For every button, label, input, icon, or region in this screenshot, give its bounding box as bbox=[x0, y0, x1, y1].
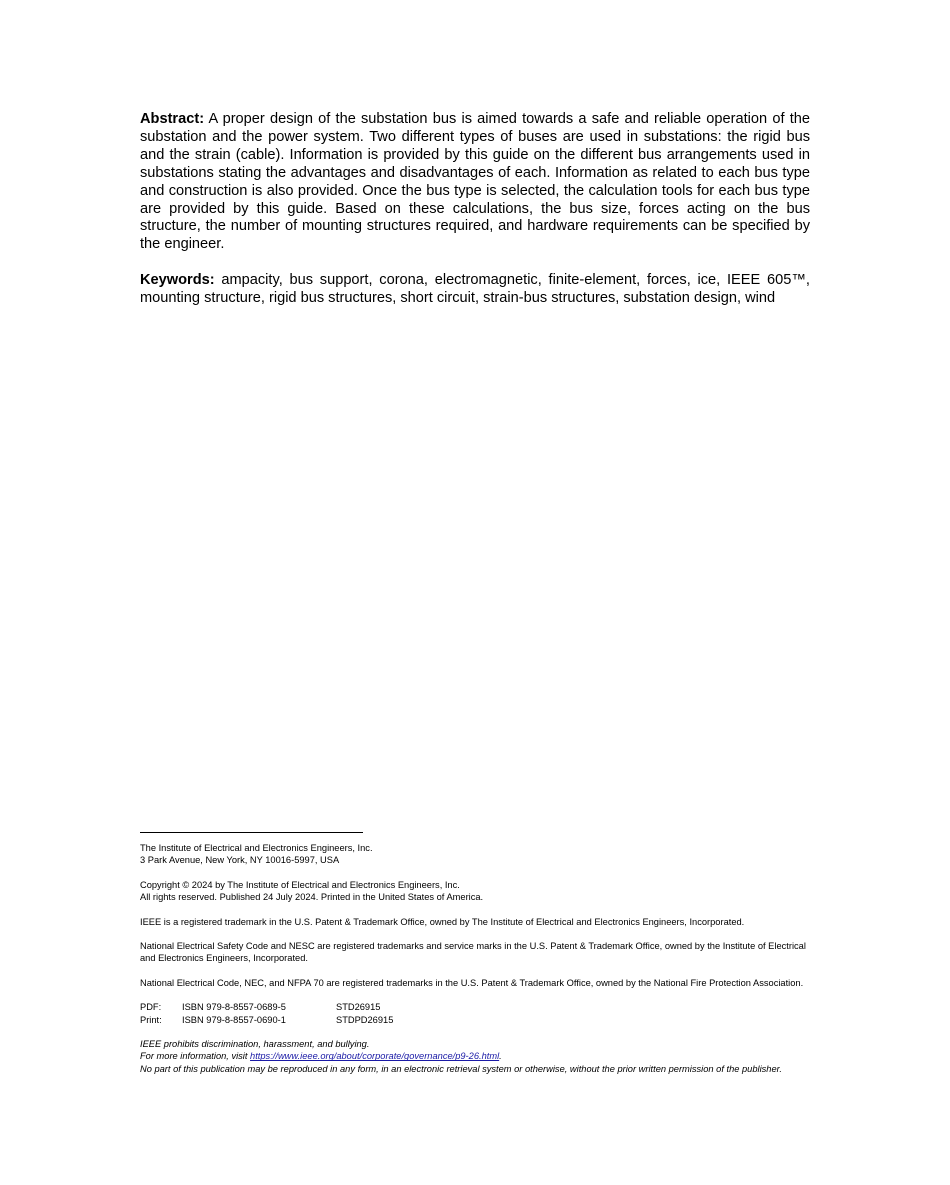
policy-info-line bbox=[140, 1050, 812, 1062]
abstract-label: Abstract: bbox=[140, 111, 205, 127]
trademark-nec: National Electrical Code, NEC, and NFPA 70 are registered trademarks in the U.S. Patent & Trademark Office, owned by the National Fire Protection Association. bbox=[140, 977, 804, 988]
isbn-format: PDF: bbox=[140, 1002, 162, 1013]
isbn-table bbox=[140, 1001, 812, 1026]
front-matter-body bbox=[140, 111, 810, 308]
reproduction-notice: No part of this publication may be reproduced in any form, in an electronic retrieval system or otherwise, without the prior written permission of the publisher. bbox=[140, 1063, 782, 1074]
copyright-line: All rights reserved. Published 24 July 2024. Printed in the United States of America. bbox=[140, 892, 484, 903]
isbn-format: Print: bbox=[140, 1014, 162, 1025]
keywords-text: ampacity, bus support, corona, electromagnetic, finite-element, forces, ice, IEEE 605™, mounting structure, rigid bus structures, short circuit, strain-bus structures, substation design, wind bbox=[140, 272, 810, 307]
policy-link[interactable]: https://www.ieee.org/about/corporate/governance/p9-26.html bbox=[250, 1051, 500, 1062]
policy-line: IEEE prohibits discrimination, harassment, and bullying. bbox=[140, 1039, 370, 1050]
keywords-paragraph bbox=[140, 272, 810, 308]
footnote-divider bbox=[140, 832, 363, 833]
isbn-row bbox=[140, 1001, 812, 1013]
isbn-number: ISBN 979-8-8557-0690-1 bbox=[182, 1014, 286, 1025]
copyright-line: Copyright © 2024 by The Institute of Electrical and Electronics Engineers, Inc. bbox=[140, 879, 460, 890]
isbn-row bbox=[140, 1014, 812, 1026]
publisher-address bbox=[140, 842, 812, 867]
keywords-label: Keywords: bbox=[140, 272, 215, 289]
isbn-code: STDPD26915 bbox=[336, 1014, 394, 1025]
address-line: The Institute of Electrical and Electronics Engineers, Inc. bbox=[140, 843, 373, 853]
policy-notice bbox=[140, 1038, 812, 1075]
abstract-paragraph bbox=[140, 111, 810, 254]
abstract-text: A proper design of the substation bus is aimed towards a safe and reliable operation of the substation and the power system. Two different types of buses are used in substations: the rigid bus and the strain (cable). Information is provided by this guide on the different bus arrangements used in substations stating the advantages and disadvantages of each. Information as related to each bus type and construction is also provided. Once the bus type is selected, the calculation tools for each bus type are provided by this guide. Based on these calculations, the bus size, forces acting on the bus structure, the number of mounting structures required, and hardware requirements can be specified by the engineer. bbox=[140, 111, 810, 253]
trademark-nesc: National Electrical Safety Code and NESC are registered trademarks and service marks in the U.S. Patent & Trademark Office, owned by the Institute of Electrical and Electronics Engineers, Incorporated. bbox=[140, 941, 806, 964]
policy-suffix: . bbox=[499, 1051, 502, 1062]
footer-notes bbox=[140, 832, 812, 1087]
trademark-ieee: IEEE is a registered trademark in the U.S. Patent & Trademark Office, owned by The Institute of Electrical and Electronics Engineers, Incorporated. bbox=[140, 916, 745, 927]
isbn-number: ISBN 979-8-8557-0689-5 bbox=[182, 1002, 286, 1013]
copyright-notice bbox=[140, 879, 812, 904]
address-line: 3 Park Avenue, New York, NY 10016-5997, USA bbox=[140, 855, 340, 866]
policy-prefix: For more information, visit bbox=[140, 1051, 251, 1062]
isbn-code: STD26915 bbox=[336, 1002, 381, 1013]
